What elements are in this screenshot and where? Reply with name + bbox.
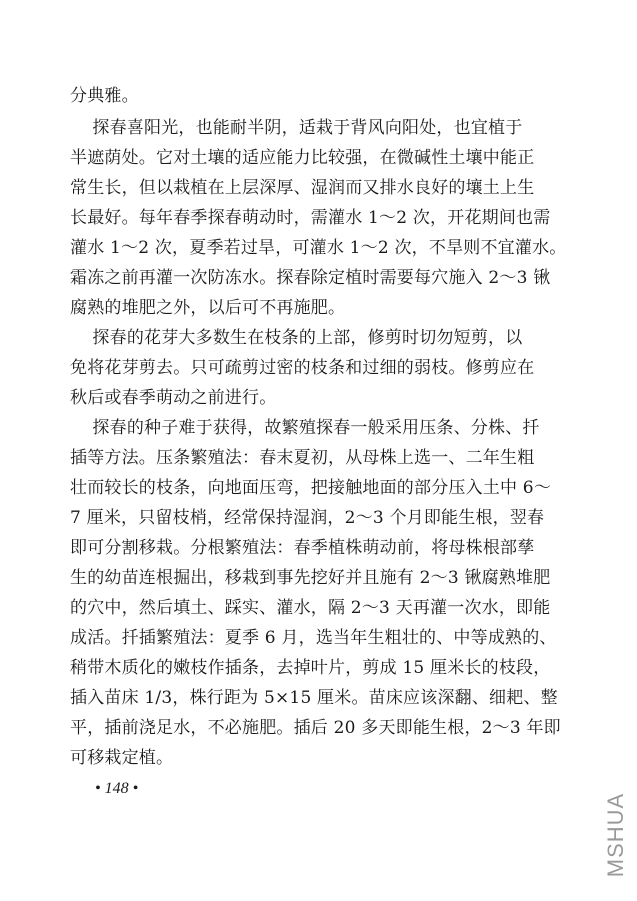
- text-line: 的穴中，然后填土、踩实、灌水，隔 2～3 天再灌一次水，即能: [70, 598, 551, 618]
- text-line: 长最好。每年春季探春萌动时，需灌水 1～2 次，开花期间也需: [70, 208, 551, 228]
- text-line: 7 厘米，只留枝梢，经常保持湿润，2～3 个月即能生根，翌春: [70, 508, 545, 528]
- text-line: 生的幼苗连根掘出，移栽到事先挖好并且施有 2～3 锹腐熟堆肥: [70, 568, 551, 588]
- text-line: 稍带木质化的嫩枝作插条，去掉叶片，剪成 15 厘米长的枝段，: [70, 658, 551, 678]
- text-line: 霜冻之前再灌一次防冻水。探春除定植时需要每穴施入 2～3 锹: [70, 268, 551, 288]
- text-line: 灌水 1～2 次，夏季若过旱，可灌水 1～2 次，不旱则不宜灌水。: [70, 238, 567, 258]
- text-line: 半遮荫处。它对土壤的适应能力比较强，在微碱性土壤中能正: [70, 148, 535, 168]
- text-line: 插入苗床 1/3，株行距为 5×15 厘米。苗床应该深翻、细耙、整: [70, 688, 558, 708]
- text-line: 即可分割移栽。分根繁殖法：春季植株萌动前，将母株根部孳: [70, 538, 535, 558]
- text-line: 探春的种子难于获得，故繁殖探春一般采用压条、分株、扦: [70, 418, 540, 438]
- text-line: 成活。扦插繁殖法：夏季 6 月，选当年生粗壮的、中等成熟的、: [70, 628, 557, 648]
- text-line: 分典雅。: [70, 86, 139, 106]
- watermark: [603, 780, 629, 890]
- text-line: 平，插前浇足水，不必施肥。插后 20 多天即能生根，2～3 年即: [70, 718, 561, 738]
- text-line: 壮而较长的枝条，向地面压弯，把接触地面的部分压入土中 6～: [70, 478, 552, 498]
- watermark-text: MSHUA: [603, 792, 629, 878]
- text-line: 探春的花芽大多数生在枝条的上部，修剪时切勿短剪，以: [70, 328, 523, 348]
- page-number: • 148 •: [95, 780, 139, 797]
- text-line: 秋后或春季萌动之前进行。: [70, 388, 277, 408]
- text-line: 免将花芽剪去。只可疏剪过密的枝条和过细的弱枝。修剪应在: [70, 358, 535, 378]
- text-line: 可移栽定植。: [70, 748, 174, 768]
- text-line: 探春喜阳光，也能耐半阴，适栽于背风向阳处，也宜植于: [70, 118, 523, 138]
- text-line: 插等方法。压条繁殖法：春末夏初，从母株上选一、二年生粗: [70, 448, 535, 468]
- text-line: 腐熟的堆肥之外，以后可不再施肥。: [70, 298, 346, 318]
- text-line: 常生长，但以栽植在上层深厚、湿润而又排水良好的壤土上生: [70, 178, 535, 198]
